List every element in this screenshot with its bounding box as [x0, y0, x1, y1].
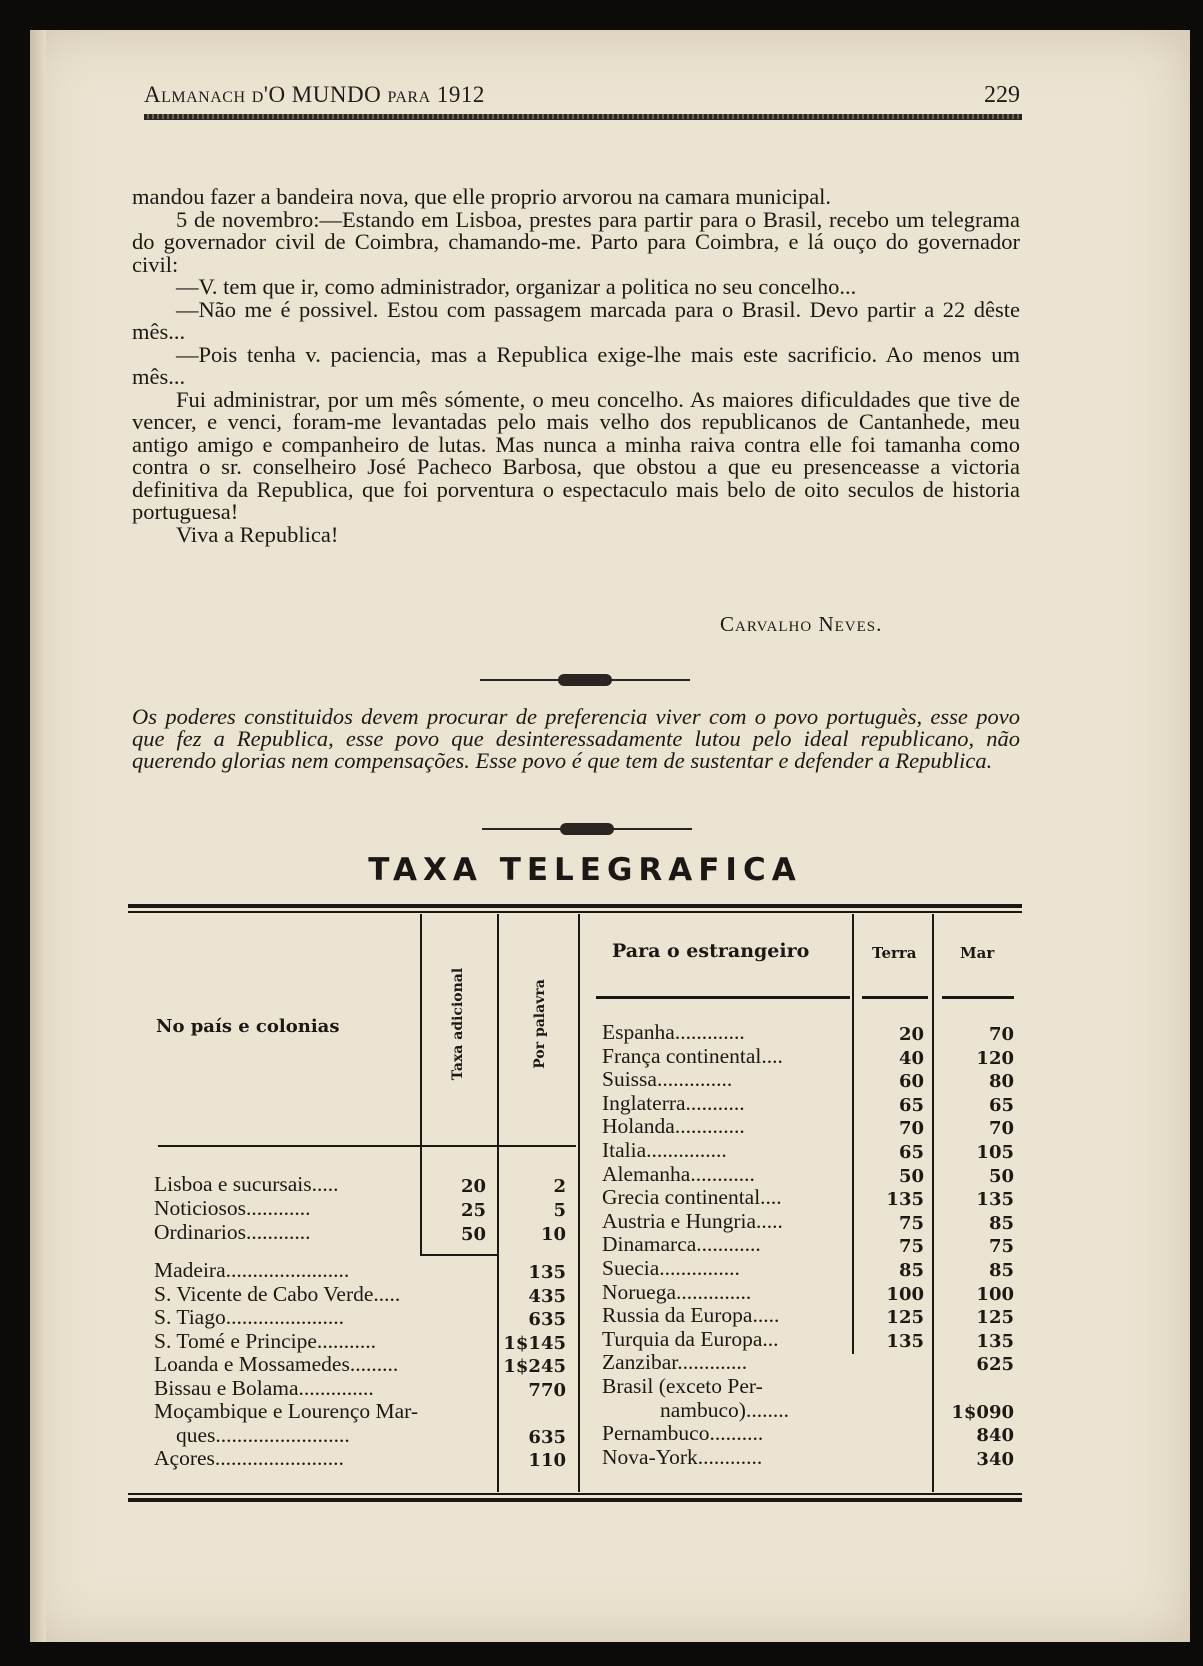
row-name: Brasil (exceto Per- [602, 1374, 763, 1398]
header-mar: Mar [960, 944, 995, 962]
paragraph: —V. tem que ir, como administrador, organizar a politica no seu concelho... [176, 274, 857, 299]
row-palavra: 635 [528, 1426, 566, 1448]
row-name: Inglaterra........... [602, 1090, 745, 1115]
row-mar: 85 [988, 1212, 1014, 1234]
author-signature: Carvalho Neves. [720, 612, 883, 636]
table-bottom-rule-thin [128, 1493, 1022, 1495]
row-name: Zanzibar............. [602, 1350, 748, 1375]
row-terra: 135 [886, 1330, 924, 1352]
row-terra: 65 [898, 1094, 924, 1116]
row-mar: 135 [976, 1189, 1014, 1211]
row-terra: 75 [898, 1236, 924, 1258]
page-number: 229 [984, 82, 1020, 108]
row-taxa: 20 [460, 1176, 486, 1197]
row-name: Dinamarca............ [602, 1232, 761, 1257]
table-top-rule-thin [128, 911, 1022, 913]
body-text [132, 186, 1020, 546]
italic-quote: Os poderes constituidos devem procurar de preferencia viver com o povo portuguès, esse povo que fez a Republica, esse povo que desinteressadamente lutou pelo ideal republicano, não querendo glorias nem compensações. Esse povo é que tem de sustentar e defender a Republica. [132, 704, 1020, 773]
col-divider [852, 914, 854, 1354]
row-terra: 65 [898, 1142, 924, 1163]
row-name: S. Tiago...................... [154, 1305, 344, 1329]
row-name: Bissau e Bolama.............. [154, 1375, 374, 1400]
row-mar: 80 [988, 1071, 1014, 1093]
paragraph: —Pois tenha v. paciencia, mas a Republica exige-lhe mais este sacrificio. Ao menos um mês... [132, 341, 1020, 389]
page-spine [30, 30, 46, 1642]
paragraph: mandou fazer a bandeira nova, que elle proprio arvorou na camara municipal. [132, 184, 832, 209]
row-name: Lisboa e sucursais..... [154, 1172, 339, 1196]
paragraph: 5 de novembro:—Estando em Lisboa, prestes para partir para o Brasil, recebo um telegrama do governador civil de Coimbra, chamando-me. Parto para Coimbra, e lá ouço do governador civil: [132, 206, 1020, 277]
row-terra: 100 [886, 1283, 924, 1305]
row-palavra: 770 [528, 1379, 566, 1401]
row-palavra: 110 [528, 1450, 566, 1471]
table-bottom-rule [128, 1498, 1022, 1502]
row-palavra: 10 [540, 1224, 566, 1245]
col-divider [497, 914, 499, 1492]
row-name: Nova-York............ [602, 1444, 763, 1469]
row-palavra: 435 [528, 1285, 566, 1307]
row-mar: 125 [976, 1307, 1014, 1329]
row-terra: 50 [898, 1165, 924, 1187]
row-name: França continental.... [602, 1043, 783, 1068]
header-por-palavra: Por palavra [532, 979, 548, 1069]
header-taxa-adicional: Taxa adicional [450, 967, 466, 1081]
header-divider [862, 996, 928, 999]
row-terra: 70 [898, 1118, 924, 1140]
header-title: Almanach d'O MUNDO para 1912 [144, 82, 485, 107]
row-mar: 120 [976, 1047, 1014, 1069]
row-name: Pernambuco.......... [602, 1421, 764, 1446]
row-name: Turquia da Europa... [602, 1326, 779, 1351]
col-divider [932, 914, 934, 1492]
row-mar: 70 [988, 1024, 1014, 1045]
row-mar: 340 [976, 1448, 1014, 1470]
header-divider [596, 996, 850, 999]
row-name: Austria e Hungria..... [602, 1208, 783, 1233]
row-name: Noticiosos............ [154, 1196, 311, 1220]
row-name: S. Vicente de Cabo Verde..... [154, 1281, 401, 1306]
col-divider [420, 914, 422, 1254]
row-name: Alemanha............ [602, 1161, 755, 1186]
row-mar: 625 [976, 1354, 1014, 1376]
row-name: Italia............... [602, 1138, 727, 1162]
row-palavra: 135 [528, 1262, 566, 1283]
row-mar: 50 [988, 1165, 1014, 1187]
row-mar: 840 [976, 1425, 1014, 1447]
row-mar: 70 [988, 1118, 1014, 1140]
row-mar: 85 [988, 1260, 1014, 1281]
row-terra: 125 [886, 1307, 924, 1329]
row-name: Moçambique e Lourenço Mar- [154, 1399, 419, 1423]
row-name: Noruega.............. [602, 1279, 752, 1304]
row-name: Suissa.............. [602, 1067, 733, 1092]
row-terra: 20 [898, 1024, 924, 1045]
row-palavra: 1$145 [503, 1332, 566, 1354]
col-divider [578, 914, 580, 1492]
paragraph: Fui administrar, por um mês sómente, o meu concelho. As maiores dificuldades que tive de vencer, e venci, foram-me levantadas pelo mais velho dos republicanos de Cantanhede, meu antigo amigo e companheiro de lutas. Mas nunca a minha raiva contra elle foi tamanha como contra o sr. conselheiro José Pacheco Barbosa, que obstou a que eu presenceasse a victoria definitiva da Republica, que foi porventura o espectaculo mais belo de oito seculos de historia portuguesa! [132, 386, 1020, 524]
row-palavra: 635 [528, 1309, 566, 1330]
row-mar: 65 [988, 1094, 1014, 1116]
row-name: Suecia............... [602, 1256, 740, 1280]
row-name: Grecia continental.... [602, 1185, 782, 1210]
row-name: Loanda e Mossamedes......... [154, 1352, 399, 1376]
ornament-divider [482, 823, 692, 835]
row-name: Açores........................ [154, 1446, 344, 1470]
paragraph: Viva a Republica! [176, 521, 339, 547]
row-taxa: 25 [460, 1200, 486, 1221]
row-name: Russia da Europa..... [602, 1303, 780, 1328]
row-name: Ordinarios............ [154, 1220, 311, 1244]
row-palavra: 5 [553, 1200, 566, 1221]
row-name: Madeira....................... [154, 1258, 350, 1282]
row-name: S. Tomé e Principe........... [154, 1328, 377, 1353]
table-top-rule [128, 904, 1022, 908]
row-taxa: 50 [460, 1224, 486, 1245]
header-divider [942, 996, 1014, 999]
row-mar: 75 [988, 1236, 1014, 1258]
row-mar: 105 [976, 1142, 1014, 1163]
row-mar: 100 [976, 1283, 1014, 1305]
header-rule [144, 114, 1022, 120]
row-name: Holanda............. [602, 1114, 745, 1139]
paragraph: —Não me é possivel. Estou com passagem marcada para o Brasil. Devo partir a 22 dêste mês... [132, 296, 1020, 344]
row-palavra: 1$245 [503, 1356, 566, 1377]
header-terra: Terra [872, 944, 917, 962]
row-terra: 85 [898, 1260, 924, 1281]
header-estrangeiro: Para o estrangeiro [612, 940, 810, 962]
row-name: nambuco)........ [660, 1397, 789, 1422]
header-divider [158, 1145, 576, 1147]
row-name: ques......................... [176, 1422, 350, 1447]
subtable-divider [420, 1254, 498, 1256]
row-palavra: 2 [553, 1176, 566, 1197]
row-name: Espanha............. [602, 1020, 745, 1044]
ornament-divider [480, 674, 690, 686]
row-mar: 1$090 [951, 1401, 1014, 1423]
row-mar: 135 [976, 1330, 1014, 1352]
row-terra: 75 [898, 1212, 924, 1234]
row-terra: 40 [898, 1047, 924, 1069]
row-terra: 135 [886, 1189, 924, 1211]
table-title: TAXA TELEGRAFICA [368, 852, 802, 888]
header-no-pais: No país e colonias [156, 1016, 340, 1037]
row-terra: 60 [898, 1071, 924, 1093]
